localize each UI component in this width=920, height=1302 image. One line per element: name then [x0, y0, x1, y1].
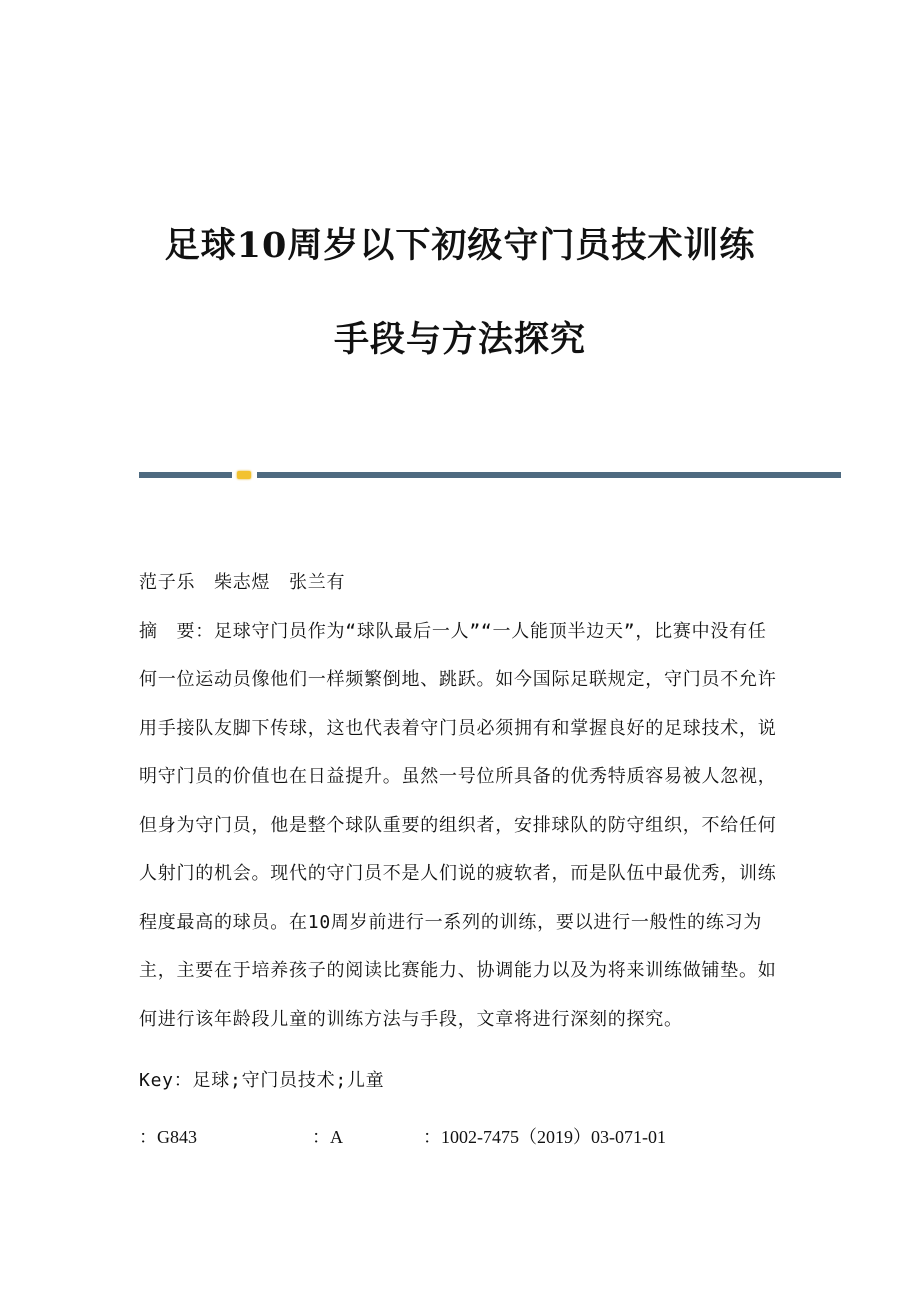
authors: 范子乐 柴志煜 张兰有: [139, 572, 346, 593]
abstract-line: 程度最高的球员。在10周岁前进行一系列的训练，要以进行一般性的练习为: [139, 912, 763, 933]
article-id: ：1002-7475（2019）03-071-01: [423, 1127, 666, 1147]
divider-bar-right: [257, 472, 841, 478]
clc-number: ：G843: [139, 1127, 197, 1147]
document-code: ：A: [312, 1127, 343, 1147]
title-line-1: 足球10周岁以下初级守门员技术训练: [164, 225, 756, 266]
title-divider: [139, 471, 841, 479]
abstract-line: 摘 要：足球守门员作为“球队最后一人”“一人能顶半边天”，比赛中没有任: [139, 621, 767, 642]
title-line-2: 手段与方法探究: [333, 319, 586, 360]
keywords: Key：足球;守门员技术;儿童: [139, 1070, 385, 1091]
abstract-line: 主，主要在于培养孩子的阅读比赛能力、协调能力以及为将来训练做铺垫。如: [139, 960, 777, 981]
abstract-line: 何一位运动员像他们一样频繁倒地、跳跃。如今国际足联规定，守门员不允许: [139, 669, 777, 690]
divider-bar-left: [139, 472, 232, 478]
abstract-line: 但身为守门员，他是整个球队重要的组织者，安排球队的防守组织，不给任何: [139, 815, 777, 836]
abstract-line: 明守门员的价值也在日益提升。虽然一号位所具备的优秀特质容易被人忽视，: [139, 766, 777, 787]
abstract-line: 何进行该年龄段儿童的训练方法与手段，文章将进行深刻的探究。: [139, 1009, 683, 1030]
abstract-line: 人射门的机会。现代的守门员不是人们说的疲软者，而是队伍中最优秀，训练: [139, 863, 777, 884]
abstract-line: 用手接队友脚下传球，这也代表着守门员必须拥有和掌握良好的足球技术，说: [139, 718, 777, 739]
divider-ornament-icon: [237, 471, 251, 479]
